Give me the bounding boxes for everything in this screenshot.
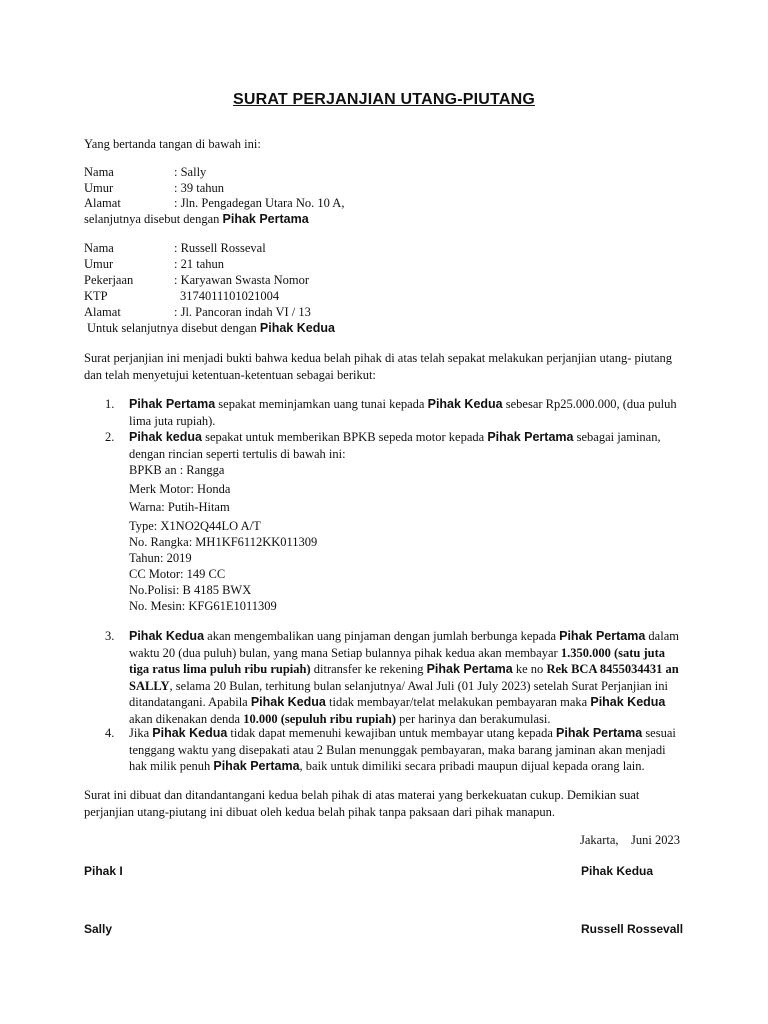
collateral-bpkb-owner: BPKB an : Rangga: [129, 463, 225, 477]
clause-3-party-m: Pihak Kedua: [590, 695, 666, 709]
party2-nama-value: : Russell Rosseval: [174, 241, 266, 255]
signature-right-role: Pihak Kedua: [581, 864, 654, 878]
clause-3-text-p: per harinya dan berakumulasi.: [396, 711, 551, 726]
clause-4-party-d: Pihak Pertama: [556, 726, 643, 740]
clause-1-party-a: Pihak Pertama: [129, 397, 216, 411]
closing-paragraph: Surat ini dibuat dan ditandantangani kedua belah pihak di atas materai yang berkekuatan cukup. Demikian suat perjanjian utang-piutang ini dibuat oleh kedua belah pihak tanpa paksaan dari pihak manapun.: [84, 788, 640, 819]
clause-2-number: 2.: [105, 430, 115, 444]
clause-3-party-c: Pihak Pertama: [559, 629, 646, 643]
party2-pekerjaan-label: Pekerjaan: [84, 273, 134, 287]
clause-2-text: [129, 429, 685, 462]
party1-umur-label: Umur: [84, 181, 114, 195]
clause-3-party-k: Pihak Kedua: [250, 695, 326, 709]
clause-3-penalty-amount: 10.000 (sepuluh ribu rupiah): [243, 711, 397, 726]
party2-umur-value: : 21 tahun: [174, 257, 224, 271]
clause-3-bank-account: Rek BCA 8455034431 an SALLY: [129, 662, 679, 693]
clause-3-party-a: Pihak Kedua: [129, 629, 205, 643]
party1-designation-prefix: selanjutnya disebut dengan: [84, 212, 223, 226]
clause-4-text-e: sesuai tenggang waktu yang disepakati atau 2 Bulan menunggak pembayaran, maka barang jaminan akan menjadi hak milik penuh: [129, 726, 676, 773]
party2-ktp-value: 3174011101021004: [180, 289, 280, 303]
collateral-color: Warna: Putih-Hitam: [129, 500, 230, 514]
clause-3-text-l: tidak membayar/telat melakukan pembayaran maka: [325, 695, 591, 709]
clause-2-party-a: Pihak kedua: [129, 430, 202, 444]
clause-1-text-b: sepakat meminjamkan uang tunai kepada: [215, 397, 428, 411]
intro-text: Yang bertanda tangan di bawah ini:: [84, 137, 261, 151]
party2-umur-label: Umur: [84, 257, 114, 271]
signature-left-role: Pihak I: [84, 864, 123, 878]
signature-right-name: Russell Rossevall: [581, 922, 684, 936]
collateral-license-plate: No.Polisi: B 4185 BWX: [129, 583, 252, 597]
collateral-type: Type: X1NO2Q44LO A/T: [129, 519, 261, 533]
party2-alamat-value: : Jl. Pancoran indah VI / 13: [174, 305, 311, 319]
collateral-engine-cc: CC Motor: 149 CC: [129, 567, 226, 581]
party2-designation-prefix: Untuk selanjutnya disebut dengan: [87, 321, 260, 335]
party2-nama-label: Nama: [84, 241, 114, 255]
clause-1-text-d: sebesar Rp25.000.000, (dua puluh lima juta rupiah).: [129, 397, 677, 428]
party1-nama-value: : Sally: [174, 165, 207, 179]
party1-designation-bold: Pihak Pertama: [222, 212, 309, 226]
party1-nama-label: Nama: [84, 165, 114, 179]
party1-designation: [84, 211, 309, 227]
clause-3-text-n: akan dikenakan denda: [129, 711, 244, 726]
party1-umur-value: : 39 tahun: [174, 181, 224, 195]
party2-designation: [87, 320, 335, 336]
clause-3-text-j: , selama 20 Bulan, terhitung bulan selanjutnya/ Awal Juli (01 July 2023) setelah Surat Perjanjian ini ditandatangani. Apabila: [129, 678, 668, 709]
party1-alamat-label: Alamat: [84, 196, 121, 210]
place-date: Jakarta, Juni 2023: [580, 833, 680, 847]
clause-3-installment-amount: 1.350.000 (satu juta tiga ratus lima puluh ribu rupiah): [129, 645, 665, 676]
clause-1-number: 1.: [105, 397, 115, 411]
clause-2-text-b: sepakat untuk memberikan BPKB sepeda motor kepada: [201, 430, 488, 444]
clause-2-text-d: sebagai jaminan, dengan rincian seperti tertulis di bawah ini:: [129, 430, 661, 461]
collateral-chassis-number: No. Rangka: MH1KF6112KK011309: [129, 535, 318, 549]
clause-4-party-f: Pihak Pertama: [213, 759, 300, 773]
clause-3-text-d: dalam waktu 20 (dua puluh) bulan, yang mana Setiap bulannya pihak kedua akan membayar: [129, 629, 679, 660]
clause-4-text-a: Jika: [129, 726, 153, 740]
clause-3-text-f: ditransfer ke rekening: [310, 662, 427, 676]
clause-4-number: 4.: [105, 726, 115, 740]
clause-3-party-g: Pihak Pertama: [426, 662, 513, 676]
collateral-brand: Merk Motor: Honda: [129, 482, 231, 496]
collateral-engine-number: No. Mesin: KFG61E1011309: [129, 599, 277, 613]
party2-alamat-label: Alamat: [84, 305, 121, 319]
clause-4-party-b: Pihak Kedua: [152, 726, 228, 740]
clause-4-text-g: , baik untuk dimiliki secara pribadi maupun dijual kepada orang lain.: [299, 759, 645, 773]
party2-pekerjaan-value: : Karyawan Swasta Nomor: [174, 273, 310, 287]
signature-left-name: Sally: [84, 922, 113, 936]
clause-2-party-c: Pihak Pertama: [487, 430, 574, 444]
document-title: SURAT PERJANJIAN UTANG-PIUTANG: [232, 91, 535, 108]
party1-alamat-value: : Jln. Pengadegan Utara No. 10 A,: [174, 196, 345, 210]
clause-3-text-h: ke no: [512, 662, 547, 676]
party2-designation-bold: Pihak Kedua: [259, 321, 335, 335]
clause-3-text-b: akan mengembalikan uang pinjaman dengan jumlah berbunga kepada: [204, 629, 560, 643]
clause-4-text-c: tidak dapat memenuhi kewajiban untuk membayar utang kepada: [227, 726, 557, 740]
collateral-year: Tahun: 2019: [129, 551, 192, 565]
clause-4-text: [129, 725, 685, 775]
preamble-paragraph: Surat perjanjian ini menjadi bukti bahwa kedua belah pihak di atas telah sepakat melakukan perjanjian utang- piutang dan telah menyetujui ketentuan-ketentuan sebagai berikut:: [84, 351, 673, 382]
clause-1-party-c: Pihak Kedua: [427, 397, 503, 411]
clause-3-number: 3.: [105, 629, 115, 643]
party2-ktp-label: KTP: [84, 289, 108, 303]
clause-3-text: [129, 628, 685, 727]
clause-1-text: [129, 396, 685, 429]
